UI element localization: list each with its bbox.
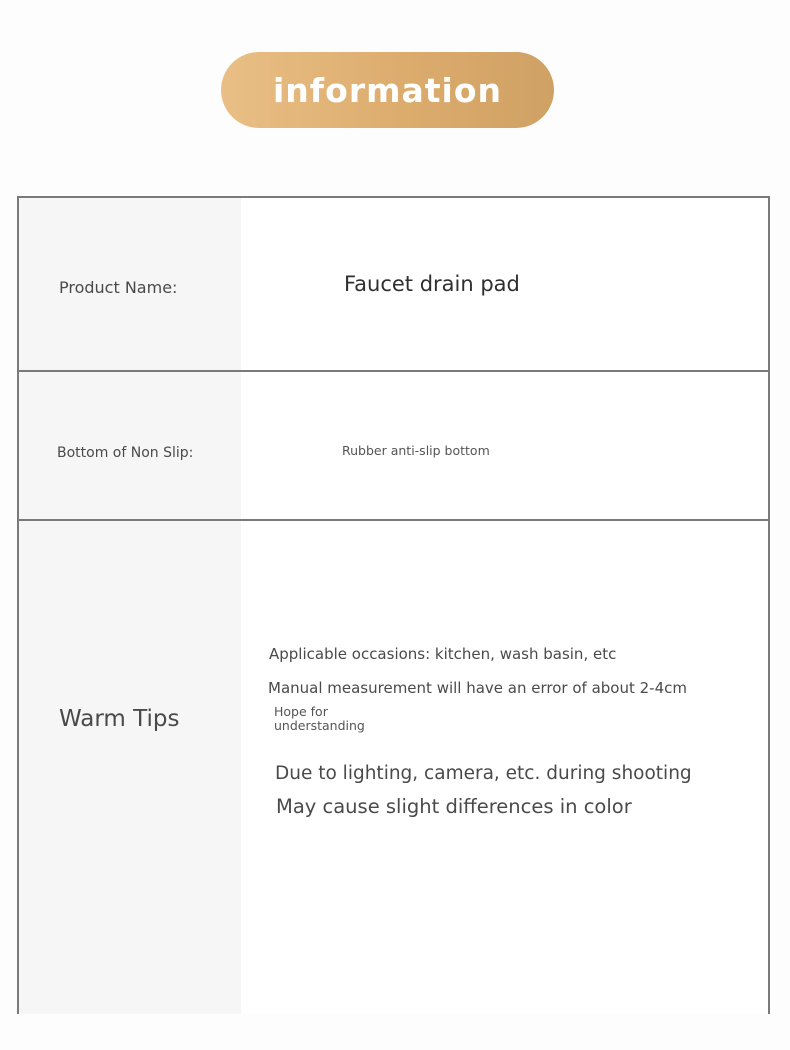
tip-color-difference: May cause slight differences in color (276, 795, 632, 818)
value-cell (241, 198, 768, 370)
value-cell (241, 521, 768, 1014)
label-cell (19, 521, 241, 1014)
badge-title: information (272, 70, 502, 110)
value-cell (241, 372, 768, 519)
table-row-non-slip (19, 372, 768, 521)
table-row-warm-tips (19, 521, 768, 1014)
product-info-table (17, 196, 770, 1014)
tip-hope-for-understanding: Hope for understanding (274, 704, 365, 733)
information-badge (221, 52, 554, 128)
label-cell (19, 198, 241, 370)
product-name-value: Faucet drain pad (344, 272, 520, 296)
warm-tips-label: Warm Tips (59, 706, 180, 732)
tip-lighting-camera: Due to lighting, camera, etc. during shooting (275, 763, 692, 784)
non-slip-value: Rubber anti-slip bottom (342, 443, 490, 458)
tip-measurement-error: Manual measurement will have an error of about 2-4cm (268, 679, 687, 697)
product-name-label: Product Name: (59, 278, 178, 297)
table-row-product-name (19, 198, 768, 372)
non-slip-label: Bottom of Non Slip: (57, 445, 194, 461)
label-cell (19, 372, 241, 519)
tip-applicable-occasions: Applicable occasions: kitchen, wash basin, etc (269, 645, 617, 663)
